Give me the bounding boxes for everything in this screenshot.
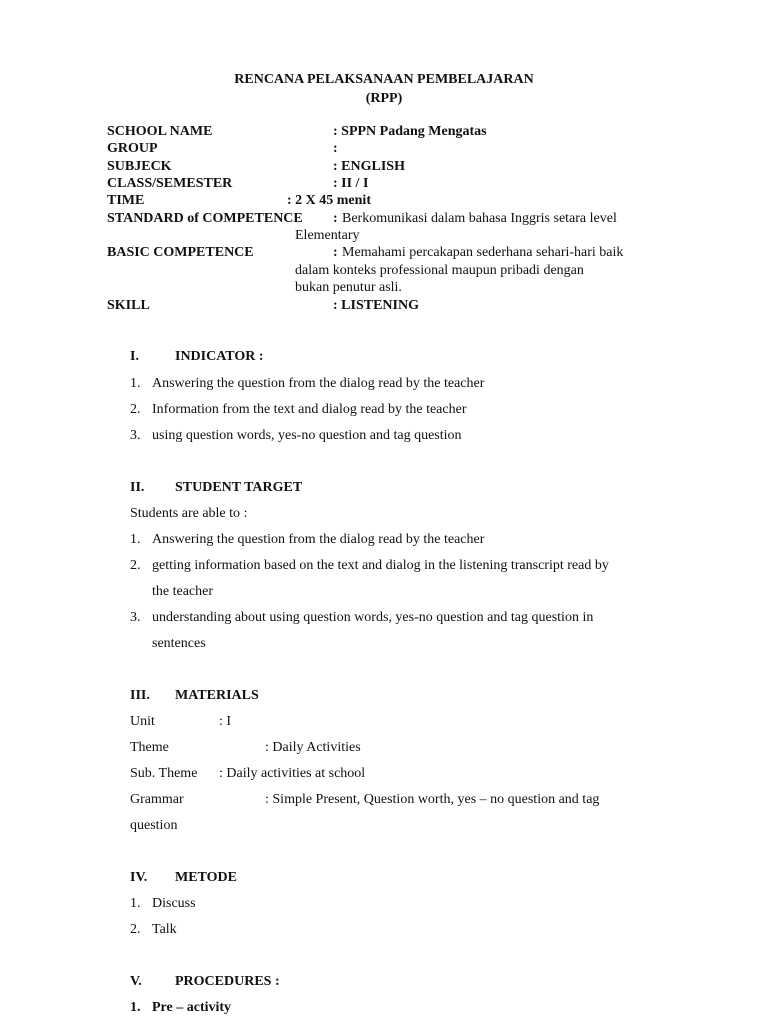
- list-item: Answering the question from the dialog read by the teacher: [152, 376, 485, 391]
- list-item-number: 1.: [130, 532, 141, 547]
- list-item-number: 2.: [130, 922, 141, 937]
- subtheme-label: Sub. Theme: [130, 766, 198, 781]
- section-number: II.: [130, 480, 145, 495]
- grammar-continuation: question: [130, 818, 178, 833]
- standard-text-line2: Elementary: [295, 228, 360, 243]
- standard-label: STANDARD of COMPETENCE: [107, 211, 303, 226]
- list-item-number: 3.: [130, 428, 141, 443]
- group-label: GROUP: [107, 141, 158, 156]
- section-number: IV.: [130, 870, 148, 885]
- section-number: V.: [130, 974, 142, 989]
- school-label: SCHOOL NAME: [107, 124, 213, 139]
- school-value: : SPPN Padang Mengatas: [333, 124, 487, 139]
- list-item: Talk: [152, 922, 177, 937]
- section-heading: MATERIALS: [175, 688, 259, 703]
- list-item: understanding about using question words, yes-no question and tag question in: [152, 610, 594, 625]
- skill-value: : LISTENING: [333, 298, 419, 313]
- basic-text-line2: dalam konteks professional maupun pribadi dengan: [295, 263, 584, 278]
- time-value: : 2 X 45 menit: [287, 193, 371, 208]
- list-item-number: 2.: [130, 402, 141, 417]
- group-value: :: [333, 141, 338, 156]
- basic-text-line1: Memahami percakapan sederhana sehari-hari baik: [342, 245, 624, 260]
- time-label: TIME: [107, 193, 145, 208]
- grammar-value: : Simple Present, Question worth, yes – no question and tag: [265, 792, 600, 807]
- class-value: : II / I: [333, 176, 369, 191]
- list-item: using question words, yes-no question and tag question: [152, 428, 462, 443]
- basic-label: BASIC COMPETENCE: [107, 245, 254, 260]
- list-item-continuation: sentences: [152, 636, 206, 651]
- subtheme-value: : Daily activities at school: [219, 766, 366, 781]
- basic-colon: :: [333, 245, 338, 260]
- list-item: Answering the question from the dialog read by the teacher: [152, 532, 485, 547]
- list-item-number: 1.: [130, 896, 141, 911]
- list-item-number: 1.: [130, 376, 141, 391]
- unit-label: Unit: [130, 714, 155, 729]
- section-number: III.: [130, 688, 150, 703]
- subsection-heading: Pre – activity: [152, 1000, 232, 1015]
- section-heading: INDICATOR :: [175, 349, 264, 364]
- subject-value: : ENGLISH: [333, 159, 405, 174]
- list-item: getting information based on the text and dialog in the listening transcript read by: [152, 558, 609, 573]
- unit-value: : I: [219, 714, 232, 729]
- section-heading: METODE: [175, 870, 237, 885]
- list-item-number: 2.: [130, 558, 141, 573]
- section-heading: PROCEDURES :: [175, 974, 280, 989]
- basic-text-line3: bukan penutur asli.: [295, 280, 402, 295]
- doc-title: RENCANA PELAKSANAAN PEMBELAJARAN: [234, 72, 534, 87]
- subject-label: SUBJECK: [107, 159, 172, 174]
- theme-value: : Daily Activities: [265, 740, 361, 755]
- class-label: CLASS/SEMESTER: [107, 176, 233, 191]
- section-intro: Students are able to :: [130, 506, 248, 521]
- list-item: Discuss: [152, 896, 196, 911]
- doc-subtitle: (RPP): [365, 91, 403, 106]
- grammar-label: Grammar: [130, 792, 184, 807]
- standard-colon: :: [333, 211, 338, 226]
- theme-label: Theme: [130, 740, 169, 755]
- list-item-number: 3.: [130, 610, 141, 625]
- skill-label: SKILL: [107, 298, 150, 313]
- section-heading: STUDENT TARGET: [175, 480, 303, 495]
- list-item-continuation: the teacher: [152, 584, 214, 599]
- section-number: I.: [130, 349, 139, 364]
- list-item: Information from the text and dialog read by the teacher: [152, 402, 467, 417]
- standard-text-line1: Berkomunikasi dalam bahasa Inggris setara level: [342, 211, 617, 226]
- subsection-number: 1.: [130, 1000, 141, 1015]
